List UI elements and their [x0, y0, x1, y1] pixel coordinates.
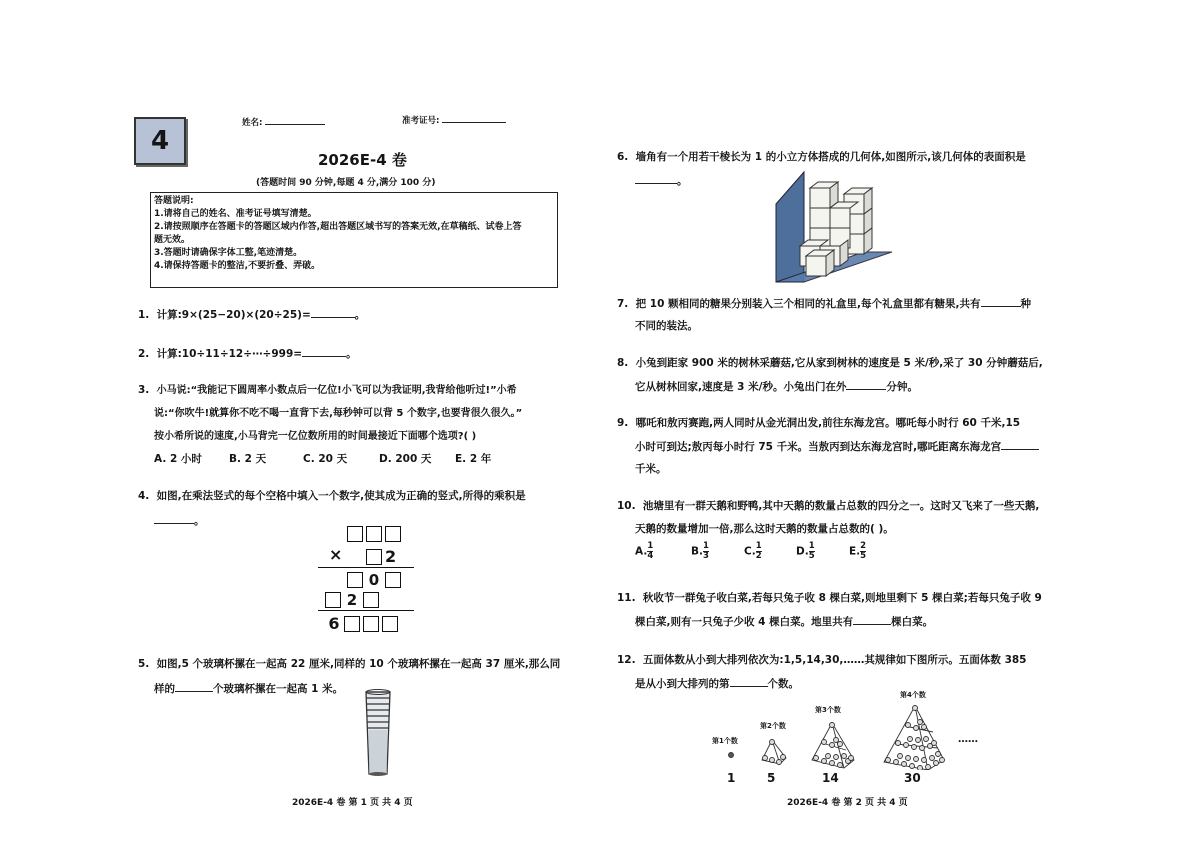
- figure-label-2: 第2个数: [760, 722, 786, 730]
- digit-box[interactable]: [385, 526, 401, 542]
- times-sign: ×: [329, 545, 343, 564]
- question-6: [617, 149, 1026, 164]
- question-text: 分钟。: [886, 381, 918, 393]
- digit-box[interactable]: [344, 616, 360, 632]
- question-text: 小马说:“我能记下圆周率小数点后一亿位!小飞可以为我证明,我背给他听过!”小希: [156, 385, 517, 396]
- answer-blank[interactable]: [853, 613, 891, 625]
- question-number: 7.: [617, 298, 629, 310]
- question-number: 1.: [138, 309, 150, 321]
- digit-box[interactable]: [325, 592, 341, 608]
- question-text: 它从树林回家,速度是 3 米/秒。小兔出门在外: [635, 381, 847, 393]
- question-12-line-2: [635, 675, 799, 691]
- question-7: [617, 295, 1031, 311]
- option-a[interactable]: [635, 542, 653, 561]
- denominator: 2: [755, 551, 762, 561]
- answer-blank[interactable]: [981, 295, 1021, 307]
- digit-box[interactable]: [366, 549, 382, 565]
- figure-value-1: 1: [727, 771, 736, 785]
- instruction-item: 1.请将自己的姓名、准考证号填写清楚。: [154, 209, 317, 219]
- question-text: 墙角有一个用若干棱长为 1 的小立方体搭成的几何体,如图所示,该几何体的表面积是: [635, 151, 1026, 163]
- digit-box[interactable]: [385, 572, 401, 588]
- question-6-line-2: [635, 172, 688, 188]
- denominator: 5: [860, 551, 867, 561]
- row-multiplicand: [347, 526, 401, 542]
- numerator: 2: [860, 541, 867, 551]
- denominator: 5: [808, 551, 815, 561]
- figure-label-1: 第1个数: [712, 737, 738, 745]
- paper-number-badge: 4: [134, 117, 186, 165]
- question-5: [138, 656, 560, 671]
- fraction: [756, 542, 762, 561]
- divider-line: [318, 610, 414, 611]
- question-number: 12.: [617, 654, 636, 666]
- question-text: 哪吒和敖丙赛跑,两人同时从金光洞出发,前往东海龙宫。哪吒每小时行 60 千米,15: [635, 417, 1021, 429]
- question-4-line-2: [154, 512, 205, 528]
- option-label: A.: [635, 545, 648, 558]
- answer-blank[interactable]: [175, 680, 213, 692]
- option-a[interactable]: A. 2 小时: [154, 453, 202, 465]
- question-text: 秋收节一群兔子收白菜,若每只兔子收 8 棵白菜,则地里剩下 5 棵白菜;若每只兔子收 9: [642, 592, 1042, 604]
- exam-number-blank[interactable]: [442, 111, 506, 123]
- fraction: [809, 542, 815, 561]
- digit-box[interactable]: [363, 616, 379, 632]
- question-9: [617, 415, 1020, 430]
- question-text: 小时可到达;敖丙每小时行 75 千米。当敖丙到达东海龙宫时,哪吒距离东海龙宫: [635, 441, 1002, 453]
- option-label: B.: [691, 545, 703, 558]
- option-e[interactable]: [849, 542, 866, 561]
- digit-box[interactable]: [382, 616, 398, 632]
- instruction-item: 4.请保持答题卡的整洁,不要折叠、弄破。: [154, 261, 321, 271]
- question-end: 。: [194, 515, 205, 527]
- question-text: 个玻璃杯摞在一起高 1 米。: [213, 683, 344, 695]
- question-9-line-3: 千米。: [635, 463, 667, 475]
- question-7-line-2: 不同的装法。: [635, 320, 698, 332]
- fraction: [703, 542, 709, 561]
- numerator: 1: [647, 541, 654, 551]
- question-text: 种: [1020, 298, 1032, 310]
- name-label-text: 姓名:: [242, 118, 263, 128]
- digit-box[interactable]: [366, 526, 382, 542]
- digit-box[interactable]: [347, 572, 363, 588]
- question-number: 9.: [617, 417, 629, 429]
- question-text: 把 10 颗相同的糖果分别装入三个相同的礼盒里,每个礼盒里都有糖果,共有: [635, 298, 981, 310]
- question-10: [617, 498, 1039, 513]
- option-c[interactable]: C. 20 天: [303, 453, 348, 465]
- question-number: 11.: [617, 592, 636, 604]
- row-multiplier: [366, 547, 396, 566]
- question-end: 。: [346, 348, 357, 360]
- question-text: 如图,在乘法竖式的每个空格中填入一个数字,使其成为正确的竖式,所得的乘积是: [156, 490, 526, 502]
- question-text: 是从小到大排列的第: [635, 678, 730, 690]
- fraction: [860, 542, 866, 561]
- question-text: 计算:10÷11÷12÷⋯÷999=: [156, 348, 303, 360]
- question-12: [617, 652, 1026, 667]
- answer-blank[interactable]: [730, 675, 768, 687]
- stacked-glasses-figure: [361, 686, 395, 778]
- left-page-footer: 2026E-4 卷 第 1 页 共 4 页: [292, 798, 413, 808]
- option-b[interactable]: B. 2 天: [229, 453, 267, 465]
- answer-blank[interactable]: [302, 345, 346, 357]
- question-1: [138, 306, 365, 322]
- answer-blank[interactable]: [846, 378, 886, 390]
- numerator: 1: [755, 541, 762, 551]
- name-blank[interactable]: [265, 113, 325, 125]
- row-product: [327, 614, 398, 633]
- figure-label-4: 第4个数: [900, 691, 926, 699]
- instruction-item: 3.答题时请确保字体工整,笔迹清楚。: [154, 248, 303, 258]
- question-3: [138, 381, 517, 396]
- divider-line: [318, 567, 414, 568]
- digit-6: 6: [328, 614, 340, 633]
- digit-box[interactable]: [347, 526, 363, 542]
- figure-value-4: 30: [904, 771, 921, 785]
- name-label: [242, 113, 325, 130]
- question-number: 4.: [138, 490, 150, 502]
- option-d[interactable]: [796, 542, 815, 561]
- denominator: 4: [647, 551, 654, 561]
- exam-number-text: 准考证号:: [402, 116, 440, 126]
- option-label: D.: [796, 545, 809, 558]
- instruction-item: 题无效。: [154, 235, 191, 245]
- question-number: 6.: [617, 151, 629, 163]
- question-10-line-2: 天鹅的数量增加一倍,那么这时天鹅的数量占总数的( )。: [635, 523, 894, 535]
- numerator: 1: [703, 541, 709, 551]
- option-label: C.: [744, 545, 756, 558]
- option-b[interactable]: [691, 542, 709, 561]
- digit-2: 2: [346, 591, 358, 609]
- question-number: 10.: [617, 500, 636, 512]
- question-number: 8.: [617, 357, 629, 369]
- digit-box[interactable]: [363, 592, 379, 608]
- paper-subtitle: (答题时间 90 分钟,每题 4 分,满分 100 分): [256, 178, 436, 188]
- question-8-line-2: [635, 378, 918, 394]
- right-page-footer: 2026E-4 卷 第 2 页 共 4 页: [787, 798, 908, 808]
- question-text: 池塘里有一群天鹅和野鸭,其中天鹅的数量占总数的四分之一。这时又飞来了一些天鹅,: [642, 500, 1040, 512]
- denominator: 3: [703, 551, 709, 561]
- instructions-box: [150, 192, 558, 288]
- question-2: [138, 345, 357, 361]
- digit-2: 2: [385, 547, 397, 566]
- question-text: 个数。: [767, 678, 799, 690]
- row-partial-1: [347, 571, 401, 589]
- figure-value-2: 5: [767, 771, 776, 785]
- option-c[interactable]: [744, 542, 762, 561]
- answer-blank[interactable]: [154, 512, 194, 524]
- figure-ellipsis: ……: [958, 734, 978, 745]
- question-11-line-2: [635, 613, 933, 629]
- instruction-item: 2.请按照顺序在答题卡的答题区域内作答,超出答题区域书写的答案无效,在草稿纸、试卷上答: [154, 222, 522, 232]
- figure-value-3: 14: [822, 771, 839, 785]
- digit-0: 0: [368, 571, 380, 589]
- answer-blank[interactable]: [635, 172, 677, 184]
- question-9-line-2: [635, 438, 1039, 454]
- answer-blank[interactable]: [311, 306, 355, 318]
- question-5-line-2: [154, 680, 343, 696]
- pyramid-numbers-figure: [720, 698, 960, 770]
- instructions-heading: 答题说明:: [154, 196, 194, 206]
- exam-number-label: [402, 111, 506, 128]
- answer-blank[interactable]: [1001, 438, 1039, 450]
- corner-cubes-figure: [774, 164, 894, 284]
- question-text: 小兔到距家 900 米的树林采蘑菇,它从家到树林的速度是 5 米/秒,采了 30 分钟蘑菇后,: [635, 357, 1043, 369]
- fraction: [647, 542, 653, 561]
- row-partial-2: [325, 591, 379, 609]
- question-number: 5.: [138, 658, 150, 670]
- question-text: 棵白菜,则有一只兔子少收 4 棵白菜。地里共有: [635, 616, 854, 628]
- paper-title: 2026E-4 卷: [318, 151, 407, 169]
- question-3-line-2: 说:“你吹牛!就算你不吃不喝一直背下去,每秒钟可以背 5 个数字,也要背很久很久。”: [154, 408, 523, 419]
- question-text: 计算:9×(25−20)×(20÷25)=: [156, 309, 311, 321]
- question-text: 五面体数从小到大排列依次为:1,5,14,30,……其规律如下图所示。五面体数 385: [642, 654, 1027, 666]
- option-d[interactable]: D. 200 天: [379, 453, 432, 465]
- question-number: 3.: [138, 384, 150, 396]
- question-11: [617, 590, 1042, 605]
- question-end: 。: [354, 309, 366, 321]
- option-label: E.: [849, 545, 861, 558]
- figure-label-3: 第3个数: [815, 706, 841, 714]
- question-text: 如图,5 个玻璃杯摞在一起高 22 厘米,同样的 10 个玻璃杯摞在一起高 37 厘米,那么同: [156, 658, 561, 670]
- question-number: 2.: [138, 348, 150, 360]
- question-3-line-3: 按小希所说的速度,小马背完一亿位数所用的时间最接近下面哪个选项?( ): [154, 431, 477, 442]
- question-4: [138, 488, 526, 503]
- question-8: [617, 355, 1043, 370]
- multiplication-form: [314, 526, 418, 634]
- option-e[interactable]: E. 2 年: [455, 453, 492, 465]
- question-end: 。: [677, 175, 688, 187]
- question-text: 棵白菜。: [891, 616, 934, 628]
- numerator: 1: [808, 541, 815, 551]
- question-text: 样的: [154, 683, 175, 695]
